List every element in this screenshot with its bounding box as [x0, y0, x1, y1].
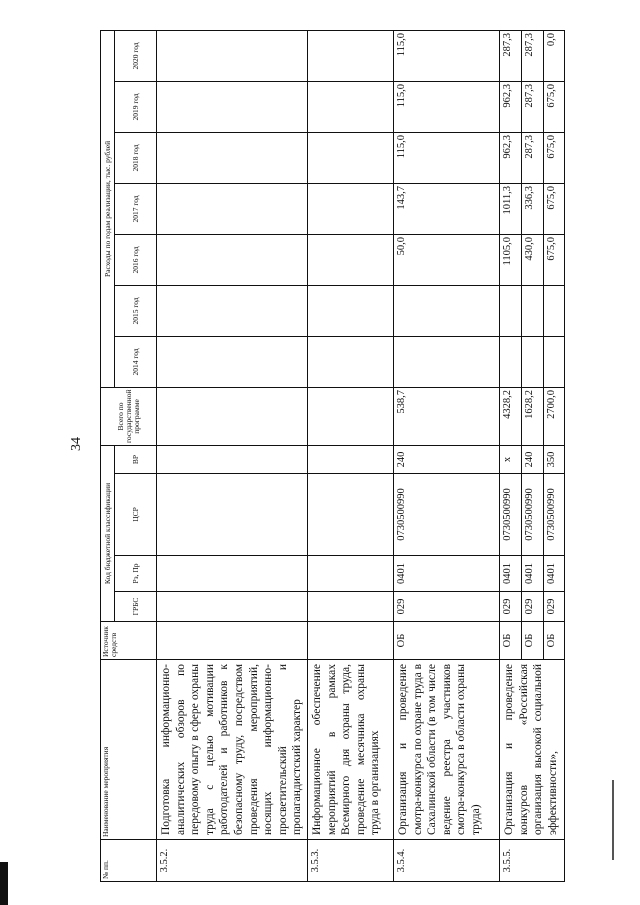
header-years-group: Расходы по годам реализации, тыс. рублей — [101, 30, 115, 387]
cell-2019: 115,0 — [393, 81, 499, 132]
cell-2020 — [157, 30, 308, 81]
cell-2019: 962,3 — [499, 81, 521, 132]
cell-2018: 675,0 — [543, 132, 564, 183]
cell-grbs: 029 — [393, 592, 499, 622]
cell-total: 538,7 — [393, 387, 499, 445]
cell-2018: 115,0 — [393, 132, 499, 183]
cell-2015 — [543, 285, 564, 336]
page-number: 34 — [69, 437, 84, 451]
cell-2016 — [307, 234, 393, 285]
cell-2020 — [307, 30, 393, 81]
header-budget-group: Код бюджетной классификации — [101, 445, 115, 621]
header-year-2014: 2014 год — [115, 336, 157, 387]
header-year-2019: 2019 год — [115, 81, 157, 132]
cell-2018: 962,3 — [499, 132, 521, 183]
scan-edge-mark — [0, 862, 8, 905]
row-number: 3.5.5. — [499, 840, 564, 882]
header-no: № пп. — [101, 840, 157, 882]
cell-rzpr: 0401 — [543, 556, 564, 592]
cell-grbs: 029 — [521, 592, 543, 622]
cell-2019 — [307, 81, 393, 132]
cell-2014 — [521, 336, 543, 387]
cell-2015 — [307, 285, 393, 336]
header-rzpr: Рз, Пр — [115, 556, 157, 592]
cell-rzpr — [157, 556, 308, 592]
cell-vr — [157, 445, 308, 473]
cell-2017 — [157, 183, 308, 234]
table-row — [499, 30, 521, 881]
cell-vr: 350 — [543, 445, 564, 473]
header-source: Источник средств — [101, 622, 157, 660]
cell-total: 1628,2 — [521, 387, 543, 445]
cell-csr: 0730500990 — [521, 474, 543, 556]
cell-2020: 0,0 — [543, 30, 564, 81]
cell-vr — [307, 445, 393, 473]
header-grbs: ГРБС — [115, 592, 157, 622]
cell-grbs: 029 — [543, 592, 564, 622]
cell-total — [157, 387, 308, 445]
row-number: 3.5.2. — [157, 840, 308, 882]
row-number: 3.5.4. — [393, 840, 499, 882]
cell-source — [157, 622, 308, 660]
cell-csr: 0730500990 — [393, 474, 499, 556]
cell-vr: 240 — [521, 445, 543, 473]
cell-source: ОБ — [393, 622, 499, 660]
cell-2018 — [157, 132, 308, 183]
cell-2014 — [157, 336, 308, 387]
cell-csr — [157, 474, 308, 556]
budget-table — [100, 30, 565, 882]
rotated-table-container — [100, 32, 559, 882]
cell-csr — [307, 474, 393, 556]
table-row — [393, 30, 499, 881]
cell-2017: 675,0 — [543, 183, 564, 234]
cell-vr: 240 — [393, 445, 499, 473]
cell-2015 — [157, 285, 308, 336]
header-total: Всего по государственной программе — [101, 387, 157, 445]
cell-csr: 0730500990 — [543, 474, 564, 556]
cell-2014 — [499, 336, 521, 387]
cell-source: ОБ — [521, 622, 543, 660]
header-vr: ВР — [115, 445, 157, 473]
row-name: Подготовка информационно-аналитических обзоров по передовому опыту в сфере охраны труда с целью мотивации работодателей и работников к безопасному труду, посредством проведения мероприятий, носящих информационно-просветительский и пропагандистский характер — [157, 660, 308, 840]
cell-2018 — [307, 132, 393, 183]
cell-2014 — [307, 336, 393, 387]
cell-2020: 287,3 — [521, 30, 543, 81]
header-year-2017: 2017 год — [115, 183, 157, 234]
cell-2014 — [393, 336, 499, 387]
cell-grbs — [157, 592, 308, 622]
cell-2018: 287,3 — [521, 132, 543, 183]
cell-2016 — [157, 234, 308, 285]
cell-2016: 430,0 — [521, 234, 543, 285]
header-name: Наименование мероприятия — [101, 660, 157, 840]
cell-2014 — [543, 336, 564, 387]
table-row — [157, 30, 308, 881]
cell-grbs: 029 — [499, 592, 521, 622]
cell-2017: 1011,3 — [499, 183, 521, 234]
cell-total: 2700,0 — [543, 387, 564, 445]
row-number: 3.5.3. — [307, 840, 393, 882]
cell-total: 4328,2 — [499, 387, 521, 445]
cell-2019: 287,3 — [521, 81, 543, 132]
cell-rzpr: 0401 — [521, 556, 543, 592]
cell-total — [307, 387, 393, 445]
cell-2015 — [521, 285, 543, 336]
cell-2015 — [499, 285, 521, 336]
table-row — [307, 30, 393, 881]
header-csr: ЦСР — [115, 474, 157, 556]
cell-source: ОБ — [543, 622, 564, 660]
cell-2016: 675,0 — [543, 234, 564, 285]
cell-2020: 115,0 — [393, 30, 499, 81]
row-name: Организация и проведение конкурсов «Российская организация высокой социальной эффективности», — [499, 660, 564, 840]
cell-2019: 675,0 — [543, 81, 564, 132]
cell-2017: 143,7 — [393, 183, 499, 234]
cell-source: ОБ — [499, 622, 521, 660]
cell-grbs — [307, 592, 393, 622]
cell-2019 — [157, 81, 308, 132]
row-name: Организация и проведение смотра-конкурса по охране труда в Сахалинской области (в том числе ведение реестра участников смотра-конкурса в области охраны труда) — [393, 660, 499, 840]
cell-rzpr: 0401 — [499, 556, 521, 592]
cell-2020: 287,3 — [499, 30, 521, 81]
header-year-2018: 2018 год — [115, 132, 157, 183]
cell-2017 — [307, 183, 393, 234]
cell-rzpr: 0401 — [393, 556, 499, 592]
cell-2016: 50,0 — [393, 234, 499, 285]
cell-2016: 1105,0 — [499, 234, 521, 285]
header-year-2016: 2016 год — [115, 234, 157, 285]
cell-rzpr — [307, 556, 393, 592]
cell-2017: 336,3 — [521, 183, 543, 234]
scan-artifact-line — [612, 780, 614, 860]
cell-2015 — [393, 285, 499, 336]
row-name: Информационное обеспечение мероприятий в рамках Всемирного дня охраны труда, проведение месячника охраны труда в организациях — [307, 660, 393, 840]
header-year-2020: 2020 год — [115, 30, 157, 81]
cell-source — [307, 622, 393, 660]
header-year-2015: 2015 год — [115, 285, 157, 336]
cell-vr: х — [499, 445, 521, 473]
cell-csr: 0730500990 — [499, 474, 521, 556]
